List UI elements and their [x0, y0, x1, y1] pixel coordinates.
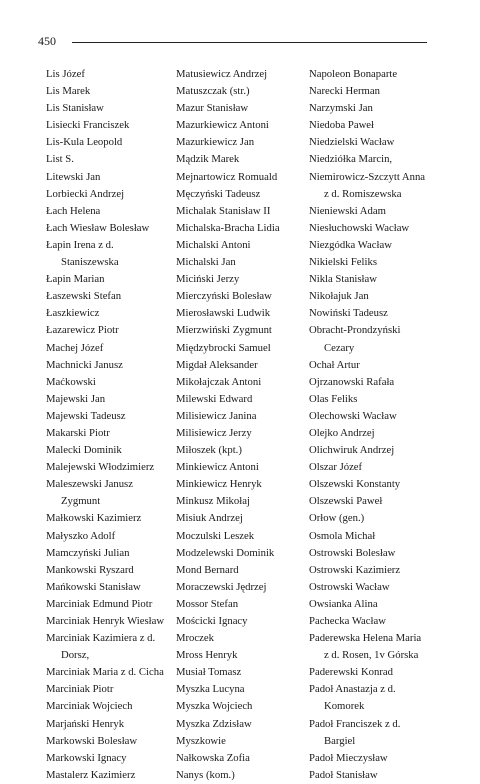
index-entry: Marciniak Edmund Piotr: [46, 597, 153, 610]
index-entry: Nałkowska Zofia: [176, 751, 250, 764]
index-entry: Mroczek: [176, 632, 214, 645]
index-entry: Łaszewski Stefan: [46, 290, 122, 303]
index-entry-continuation: Dorsz,: [61, 649, 90, 662]
index-entry: Mierosławski Ludwik: [176, 307, 271, 320]
index-entry: Mossor Stefan: [176, 597, 239, 610]
index-entry: Olszar Józef: [309, 461, 363, 474]
index-entry: Michalak Stanisław II: [176, 204, 271, 217]
index-column-3: [309, 66, 425, 784]
index-entry: Marjański Henryk: [46, 717, 125, 730]
index-entry: Makarski Piotr: [46, 426, 110, 439]
index-entry: Mazur Stanisław: [176, 102, 249, 115]
index-entry: Łapin Marian: [46, 273, 105, 286]
index-entry: Mastalerz Kazimierz: [46, 768, 136, 781]
index-entry: Michalski Antoni: [176, 238, 251, 251]
index-entry: Milewski Edward: [176, 392, 253, 405]
index-entry: Mazurkiewicz Antoni: [176, 119, 269, 132]
index-entry: Olechowski Wacław: [309, 409, 397, 422]
index-entry: Ostrowski Kazimierz: [309, 563, 401, 576]
index-entry: Olas Feliks: [309, 392, 358, 405]
index-entry: Mamczyński Julian: [46, 546, 130, 559]
index-entry: Niesłuchowski Wacław: [309, 221, 410, 234]
index-entry: Malejewski Włodzimierz: [46, 461, 155, 474]
index-entry: Misiuk Andrzej: [176, 512, 243, 525]
index-entry: Olichwiruk Andrzej: [309, 444, 395, 457]
index-entry: Machej Józef: [46, 341, 104, 354]
index-entry: Paderewska Helena Maria: [309, 632, 422, 645]
index-entry: Łach Wiesław Bolesław: [46, 221, 150, 234]
index-entry: Majewski Tadeusz: [46, 409, 126, 422]
index-entry: Marciniak Henryk Wiesław: [46, 615, 165, 627]
index-entry-continuation: Zygmunt: [61, 495, 101, 508]
index-entry: Mankowski Ryszard: [46, 563, 134, 576]
index-entry-continuation: z d. Rosen, 1v Górska: [324, 649, 419, 662]
index-entry: Narzymski Jan: [309, 102, 373, 115]
index-entry: Łazarewicz Piotr: [46, 324, 119, 337]
index-entry: Niedzielski Wacław: [309, 136, 395, 149]
index-entry: Minkusz Mikołaj: [176, 495, 250, 508]
index-entry-continuation: Cezary: [324, 341, 355, 354]
index-column-2: [176, 66, 280, 784]
index-entry: Obracht-Prondzyński: [309, 324, 401, 337]
index-entry: Padoł Anastazja z d.: [309, 683, 396, 696]
index-entry: Niezgódka Wacław: [309, 238, 392, 251]
index-entry: Mańkowski Stanisław: [46, 580, 141, 593]
index-entry: Ochał Artur: [309, 358, 360, 371]
index-entry: Mierczyński Bolesław: [176, 290, 272, 303]
index-entry: Malecki Dominik: [46, 444, 122, 457]
index-entry: Markowski Bolesław: [46, 734, 138, 747]
index-entry: Pachecka Wacław: [309, 615, 386, 627]
index-entry: Modzelewski Dominik: [176, 546, 275, 559]
index-entry: Majewski Jan: [46, 392, 106, 405]
index-entry: Narecki Herman: [309, 85, 380, 98]
index-entry: Lis Stanisław: [46, 102, 104, 115]
index-entry: Nieniewski Adam: [309, 204, 386, 217]
index-entry: Matusiewicz Andrzej: [176, 68, 268, 80]
index-entry: Paderewski Konrad: [309, 666, 393, 679]
index-entry: Marciniak Kazimiera z d.: [46, 632, 156, 645]
index-entry: Miciński Jerzy: [176, 273, 240, 286]
page-number: 450: [38, 34, 56, 48]
index-entry: Migdał Aleksander: [176, 358, 258, 371]
index-entry-continuation: Staniszewska: [61, 256, 119, 269]
index-entry: Miłoszek (kpt.): [176, 444, 242, 457]
index-entry: Musiał Tomasz: [176, 666, 242, 679]
index-entry: Padoł Stanisław: [309, 768, 378, 781]
index-entry: Machnicki Janusz: [46, 358, 123, 371]
index-entry: Myszka Zdzisław: [176, 717, 252, 730]
index-entry: Padoł Mieczysław: [309, 751, 388, 764]
index-entry: Matuszczak (str.): [176, 85, 250, 98]
index-entry: Małkowski Kazimierz: [46, 512, 142, 525]
index-entry: Mejnartowicz Romuald: [176, 170, 278, 183]
index-entry: Moraczewski Jędrzej: [176, 580, 267, 593]
index-entry: Mościcki Ignacy: [176, 615, 248, 627]
index-entry: Ostrowski Wacław: [309, 580, 390, 593]
index-entry: Marciniak Maria z d. Cicha: [46, 666, 164, 679]
index-entry: Myszka Wojciech: [176, 700, 253, 713]
index-entry: Niedoba Paweł: [309, 119, 374, 132]
index-entry: Łach Helena: [46, 204, 101, 217]
index-entry: Męczyński Tadeusz: [176, 187, 261, 200]
index-entry: Nowiński Tadeusz: [309, 307, 388, 320]
index-entry-continuation: Komorek: [324, 700, 365, 713]
index-entry: Orłow (gen.): [309, 512, 365, 525]
index-entry: Olszewski Paweł: [309, 495, 383, 508]
index-entry: Łaszkiewicz: [46, 307, 100, 320]
index-entry: Litewski Jan: [46, 170, 101, 183]
index-entry: Niedziółka Marcin,: [309, 153, 393, 166]
index-entry: Lorbiecki Andrzej: [46, 187, 125, 200]
index-entry: Mikołajczak Antoni: [176, 375, 262, 388]
index-entry: Ostrowski Bolesław: [309, 546, 396, 559]
index-entry: Lis Marek: [46, 85, 91, 98]
index-entry: Nanys (kom.): [176, 768, 235, 781]
index-entry: Małyszko Adolf: [46, 529, 116, 542]
index-entry: Olszewski Konstanty: [309, 478, 401, 491]
index-entry: Mierzwiński Zygmunt: [176, 324, 272, 337]
header-rule: [72, 42, 427, 43]
index-entry: Niemirowicz-Szczytt Anna: [309, 170, 426, 183]
index-entry: Nikla Stanisław: [309, 273, 377, 286]
index-entry: Ojrzanowski Rafała: [309, 375, 395, 388]
index-entry: Marciniak Wojciech: [46, 700, 133, 713]
index-entry: Nikołajuk Jan: [309, 290, 369, 303]
index-entry: Markowski Ignacy: [46, 751, 127, 764]
index-entry: Minkiewicz Antoni: [176, 461, 259, 474]
index-entry-continuation: z d. Romiszewska: [324, 187, 402, 200]
index-entry: Napoleon Bonaparte: [309, 68, 398, 80]
index-entry: Padoł Franciszek z d.: [309, 717, 401, 730]
index-entry: Lisiecki Franciszek: [46, 119, 130, 132]
index-entry: Maćkowski: [46, 375, 96, 388]
index-entry: Owsianka Alina: [309, 597, 378, 610]
index-entry: Myszkowie: [176, 734, 226, 747]
index-entry: Milisiewicz Janina: [176, 409, 257, 422]
index-entry: List S.: [46, 153, 74, 166]
index-entry: Milisiewicz Jerzy: [176, 426, 252, 439]
index-entry: Olejko Andrzej: [309, 426, 375, 439]
index-entry: Lis-Kula Leopold: [46, 136, 123, 149]
index-entry: Mazurkiewicz Jan: [176, 136, 255, 149]
index-entry: Mross Henryk: [176, 649, 238, 662]
index-entry: Nikielski Feliks: [309, 256, 377, 269]
index-entry: Michalska-Bracha Lidia: [176, 221, 280, 234]
index-entry: Myszka Lucyna: [176, 683, 245, 696]
index-entry: Marciniak Piotr: [46, 683, 114, 696]
index-column-1: [46, 66, 164, 784]
index-entry: Moczulski Leszek: [176, 529, 255, 542]
index-entry: Mądzik Marek: [176, 153, 240, 166]
index-entry: Maleszewski Janusz: [46, 478, 133, 491]
index-entry: Międzybrocki Samuel: [176, 341, 271, 354]
index-entry: Mond Bernard: [176, 563, 239, 576]
index-entry: Minkiewicz Henryk: [176, 478, 262, 491]
index-entry: Lis Józef: [46, 68, 85, 80]
index-entry: Osmola Michał: [309, 529, 376, 542]
index-entry: Łapin Irena z d.: [46, 238, 114, 251]
index-entry-continuation: Bargiel: [324, 734, 356, 747]
index-entry: Michalski Jan: [176, 256, 236, 269]
